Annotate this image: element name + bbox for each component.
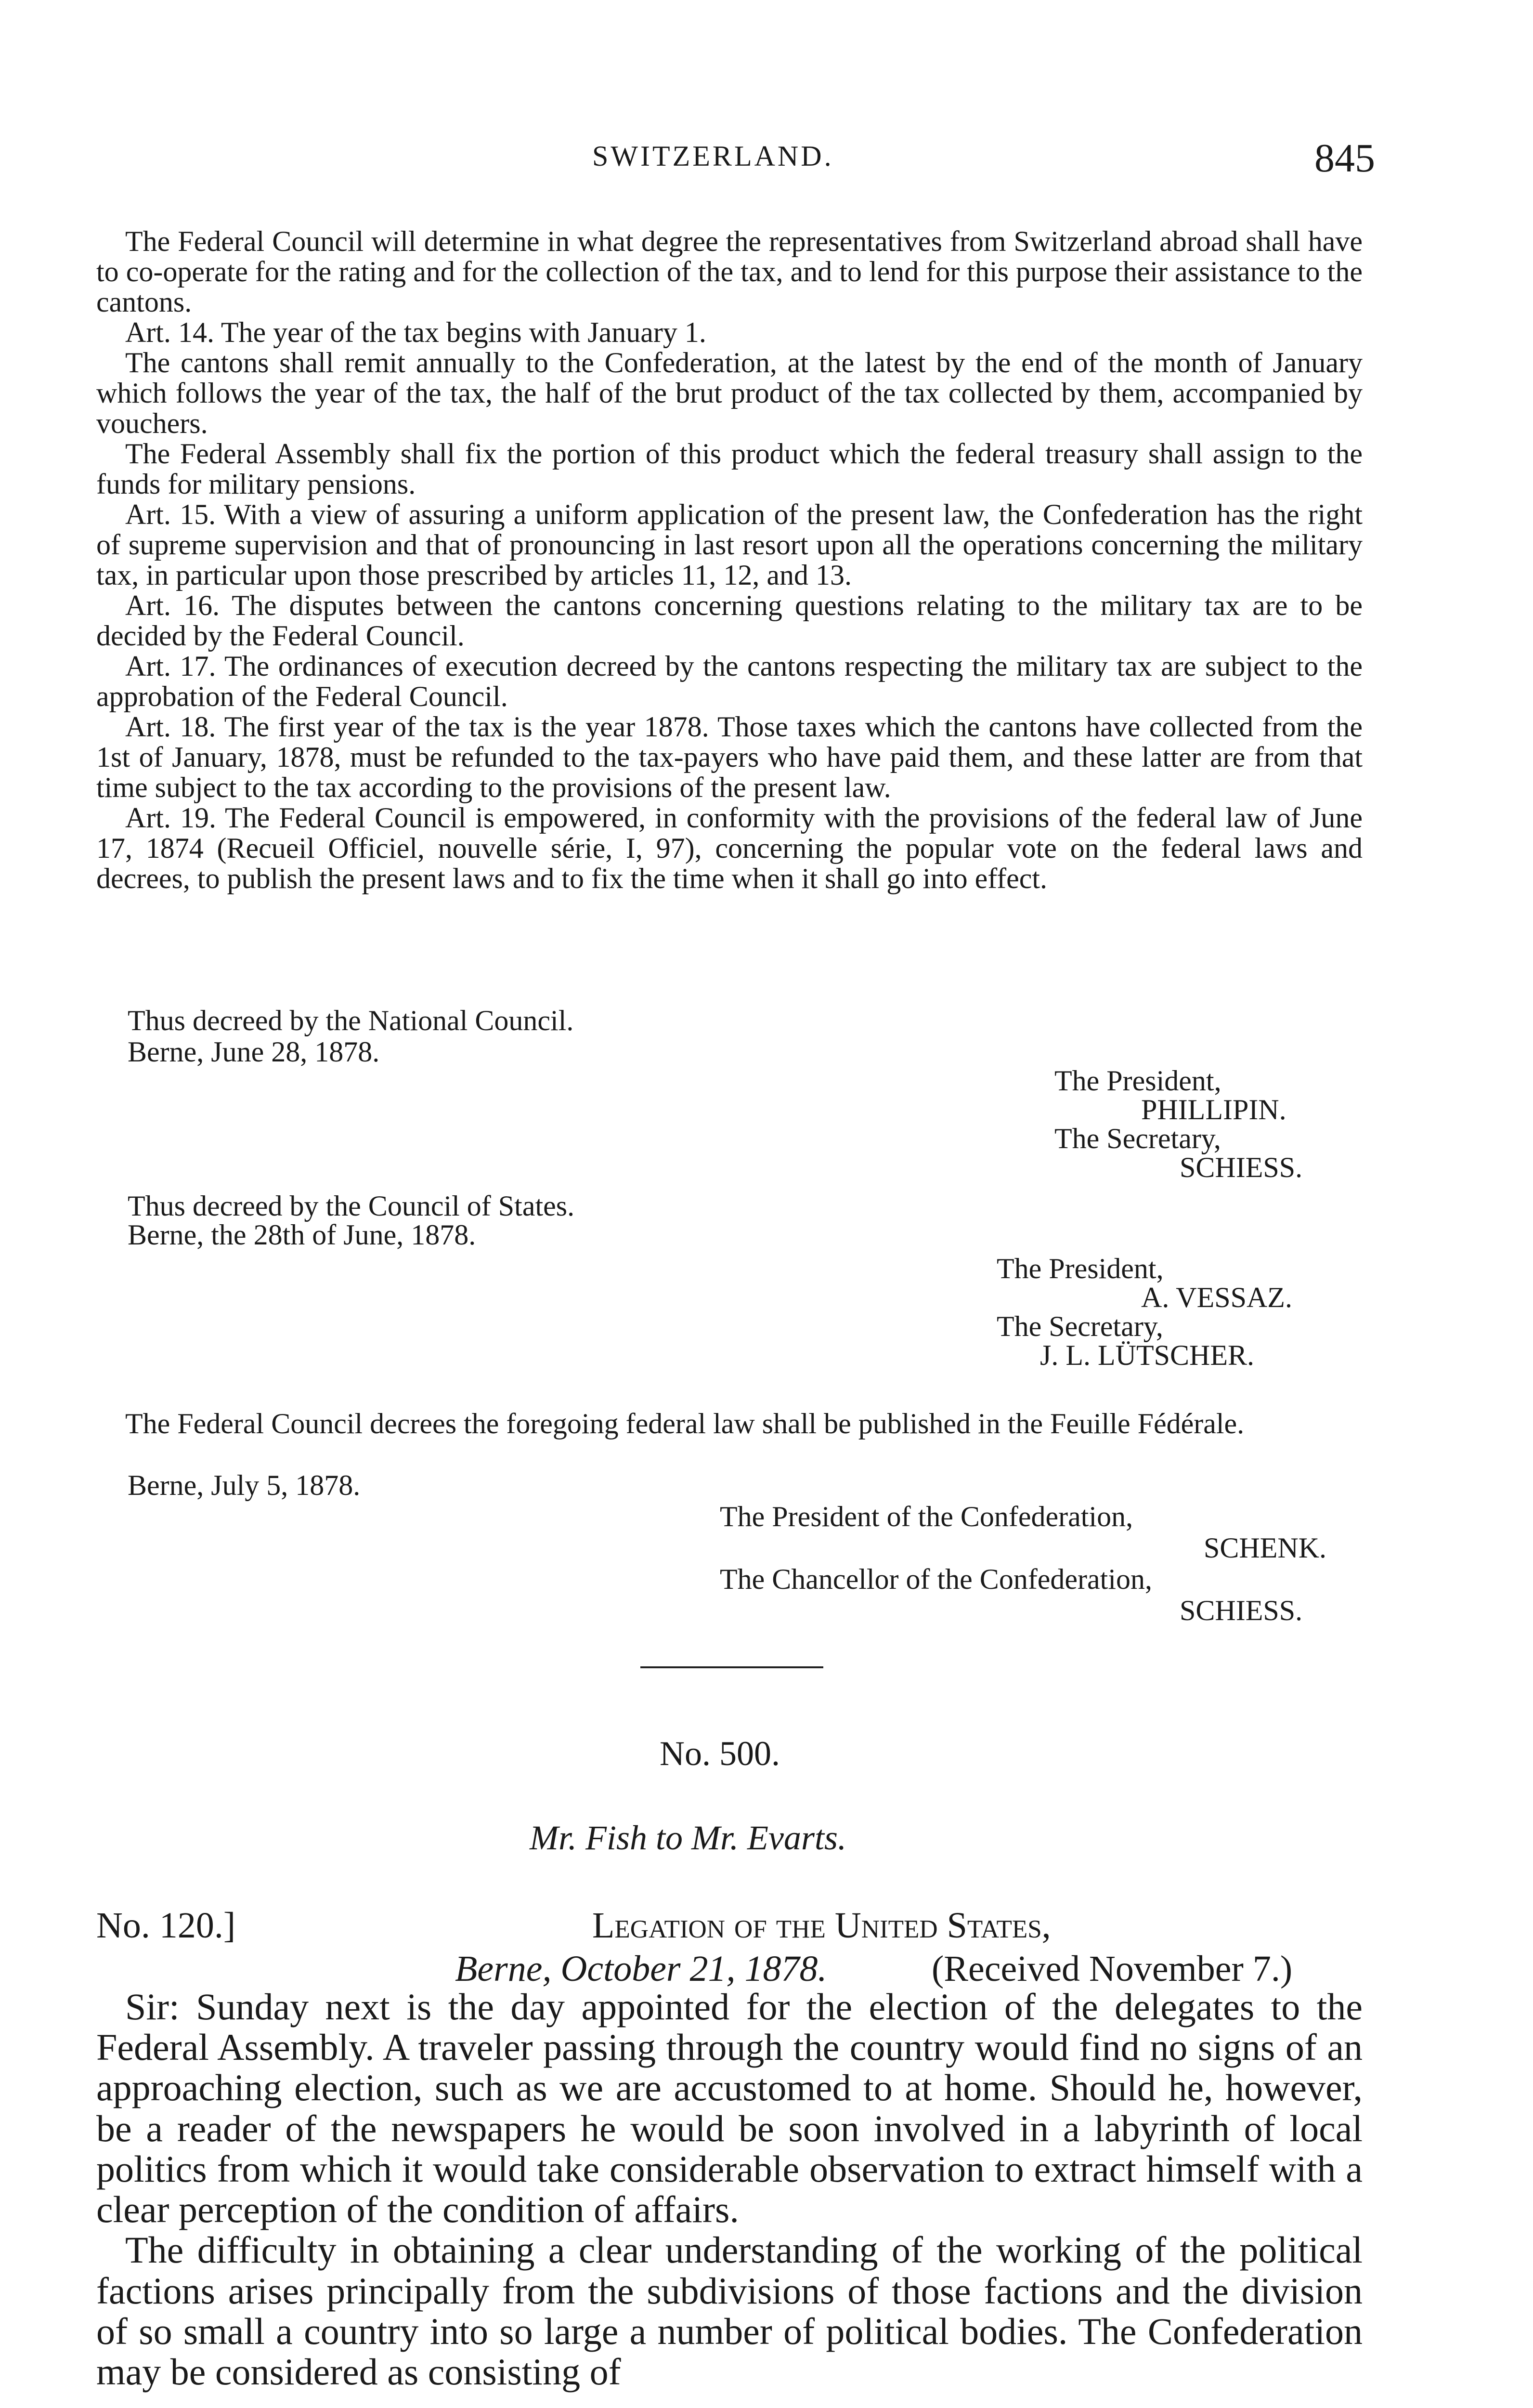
fc-chancellor-label: The Chancellor of the Confederation, [720, 1563, 1153, 1595]
dispatch-paragraph: Sir: Sunday next is the day appointed for the election of the delegates to the Federal Assembly. A traveler passing through the country would find no signs of an approaching election, such as we are accustomed to at home. Should he, however, be a reader of the newspapers he would be soon involved in a labyrinth of local politics from which it would take considerable observation to extract himself with a clear perception of the condition of affairs. [96, 1986, 1363, 2231]
law-paragraph: Art. 17. The ordinances of execution decreed by the cantons respecting the military tax are subject to the approbation of the Federal Council. [96, 650, 1363, 712]
nc-secretary-name: SCHIESS. [1180, 1152, 1303, 1183]
national-council-decreed: Thus decreed by the National Council. [128, 1005, 574, 1036]
fc-chancellor-name: SCHIESS. [1180, 1595, 1303, 1626]
law-paragraph: Art. 18. The first year of the tax is the year 1878. Those taxes which the cantons have collected from the 1st of January, 1878, must be refunded to the tax-payers who have paid them, and these latter are from that time subject to the tax according to the provisions of the present law. [96, 711, 1363, 803]
federal-council-decree-block [96, 1409, 1363, 1439]
nc-president-name: PHILLIPIN. [1141, 1094, 1286, 1125]
law-paragraph: The cantons shall remit annually to the Confederation, at the latest by the end of the month of January which follows the year of the tax, the half of the brut product of the tax collected by them, accompanied by vouchers. [96, 347, 1363, 439]
nc-secretary-label: The Secretary, [1054, 1123, 1221, 1154]
federal-council-date: Berne, July 5, 1878. [128, 1469, 361, 1501]
received-date: (Received November 7.) [932, 1949, 1293, 1989]
law-paragraph: Art. 19. The Federal Council is empowered, in conformity with the provisions of the federal law of June 17, 1874 (Recueil Officiel, nouvelle série, I, 97), concerning the popular vote on the federal laws and decrees, to publish the present laws and to fix the time when it shall go into effect. [96, 802, 1363, 894]
legation-line: Legation of the United States, [592, 1905, 1051, 1946]
federal-council-decree: The Federal Council decrees the foregoing federal law shall be published in the Feuille Fédérale. [125, 1408, 1245, 1440]
law-paragraph: Art. 15. With a view of assuring a uniform application of the present law, the Confederation has the right of supreme supervision and that of pronouncing in last resort upon all the operations concerning the military tax, in particular upon those prescribed by articles 11, 12, and 13. [96, 498, 1363, 591]
council-of-states-date: Berne, the 28th of June, 1878. [128, 1219, 476, 1251]
dispatch-body [96, 1987, 1363, 2392]
law-paragraph: The Federal Council will determine in what degree the representatives from Switzerland abroad shall have to co-operate for the rating and for the collection of the tax, and to lend for this purpose their assistance to the cantons. [96, 225, 1363, 318]
dispatch-title: Mr. Fish to Mr. Evarts. [530, 1819, 847, 1857]
national-council-date: Berne, June 28, 1878. [128, 1036, 380, 1068]
fc-president-name: SCHENK. [1204, 1532, 1327, 1564]
cs-secretary-name: J. L. LÜTSCHER. [1040, 1339, 1255, 1371]
running-head: SWITZERLAND. [592, 140, 834, 172]
dispatch-place-date: Berne, October 21, 1878. [455, 1949, 827, 1989]
law-text-block [96, 226, 1363, 894]
cs-president-label: The President, [997, 1253, 1164, 1284]
nc-president-label: The President, [1054, 1065, 1221, 1097]
section-divider [640, 1666, 823, 1668]
council-of-states-decreed: Thus decreed by the Council of States. [128, 1190, 575, 1222]
law-paragraph: Art. 14. The year of the tax begins with January 1. [125, 316, 706, 348]
fc-president-label: The President of the Confederation, [720, 1501, 1133, 1532]
dispatch-number: No. 500. [660, 1734, 780, 1773]
dispatch-ref: No. 120.] [96, 1905, 236, 1946]
page-number: 845 [1314, 136, 1375, 181]
dispatch-paragraph: The difficulty in obtaining a clear understanding of the working of the political factions arises principally from the subdivisions of those factions and the division of so small a country into so large a number of political bodies. The Confederation may be considered as consisting of [96, 2229, 1363, 2393]
cs-president-name: A. VESSAZ. [1141, 1282, 1292, 1313]
cs-secretary-label: The Secretary, [997, 1310, 1163, 1342]
law-paragraph: Art. 16. The disputes between the cantons concerning questions relating to the military tax are to be decided by the Federal Council. [96, 589, 1363, 652]
law-paragraph: The Federal Assembly shall fix the portion of this product which the federal treasury shall assign to the funds for military pensions. [96, 438, 1363, 500]
